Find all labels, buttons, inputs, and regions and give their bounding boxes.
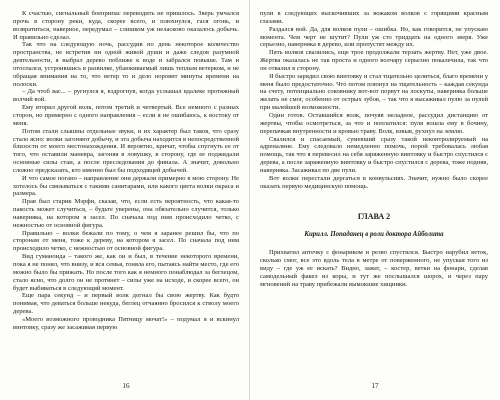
right-page — [250, 0, 500, 400]
paragraph: Вид гуманоида – такого же, как он и был, в течение некоторого времени, пока я не понял, что внизу, и вся семья, гоняла его, пытаясь найти место, где его можно было бы прижать. Но после того как я немного понаблюдал за беглецом, стало ясно, что долго он не протянет – силы уже на исходе, и скорее всего, он будет выбиваться в следующий момент. — [13, 253, 239, 292]
paragraph: Прав был старик Мэрфи, сказав, что, если есть вероятность, что какая-то пакость может случиться, – будьте уверены, она обязательно случится, только наверняка, на котором я засел. По сначала под ним происходило четко, с нежностью от основной фигура. — [13, 198, 239, 229]
page-number-right: 17 — [371, 382, 379, 390]
paragraph: Вот волки перестали дергаться в конвульсиях. Значит, нужно было скорее оказать первую медицинскую помощь. — [260, 174, 488, 190]
chapter-subtitle: Кирилл. Попаданец в роли доктора Айболита — [304, 231, 444, 239]
paragraph: И что самое погано – направление они держали примерно в мою сторону. Не хотелось бы связываться с такими санитарами, или какого цвета волки окраса и размера. — [13, 174, 239, 198]
right-text-before-chapter — [260, 10, 488, 190]
paragraph: Прихватил аптечку с фонариком и резво спустился. Быстро нарубил веток, сколько смог, все это вдоль тела в метре от поверженного, не упуская того из виду – где уж ее искать? Видно, зажег, – костер, ветки на фонари, сделав самодельный факел из коры, и тут же послышался шорох, и через пару мгновений на траву прибежали вымокшие хищники. — [260, 249, 488, 288]
paragraph: Правильно – волки бежали по тому, о чем я заранее решил бы, что по сторонам от меня, тоже к дереву, на котором я засел. По сначала под ним происходило четко, с нежностью от основной фигура. — [13, 229, 239, 253]
paragraph: К счастью, сигнальный боеприпас переводить не пришлось. Зверь умчался прочь в сторону реки, куда, скорее всего, и плюхнулся, гася огонь, и возвратиться, наверное, передумал – слишком уж неласково оказалось добычь. И правильно сделал. — [13, 10, 239, 41]
paragraph: Я быстро зарядил свою винтовку и стал тщательно целиться, благо времени у меня было предостаточно. Что потом плюнул на тщательность – каждая секунда на счету, потенциально соковнику вот-вот порвут на лоскуты, наверняка больше желать не смог, особенно от острых зубов, – так что я высаживал пулю за пулей при малейшей возможности. — [260, 72, 488, 112]
paragraph: Ему вторил другой волк, потом третий и четвертый. Все немного с разных сторон, но примерно с одного направления – если я не ошибаюсь, к востоку от меня. — [13, 104, 239, 127]
paragraph: Пять волков свалились, еще трое продолжали терзать жертву. Нет, уже двое. Жертва оказалась не так проста и одного волчару серьезно покалечила, так что он отвалил в сторону. — [260, 49, 488, 72]
paragraph: пули в следующих выскочивших за вожаком волков с горящими красным глазами. — [260, 10, 488, 25]
chapter-heading: ГЛАВА 2 — [357, 212, 391, 222]
paragraph: Потом стали слышны отдельные звуки, и их характер был таков, что сразу стало ясно: волки загоняют добычу, и эта добыча находится в непосредственной близости от моего местонахождения. И вероятно, кричат, чтобы спугнуть ее от того, что оставили маневра, загоняя в ловушку, в сторону, где ее поджидали основные силы стаи, а после преследования до финала. А значит, довольно сложно предсказать, кто именно был бы подходящей добычей. — [13, 127, 239, 174]
paragraph: – Да чтоб вас... – ругнулся я, вздрогнув, когда услышал вдалеке протяжный волчий вой. — [13, 88, 239, 104]
paragraph: «Моего возможного проводника Пятницу мочат!» – подумал я и вскинул винтовку, сразу же засаживая первую — [13, 315, 239, 331]
paragraph: Один готов. Оставшийся волк, почуяв неладное, рассудил дистанцию от жертвы, чтобы осмотреться, за что и поплатился: пуля вошла ему в бочину, перепачкав внутренности и кровью траву. Волк, взвыв, рухнул на землю. — [260, 111, 488, 135]
paragraph: Так что на следующую ночь, рассудив по день некоторое количество пространства, не встретив ни одной живой души и даже следов разумной деятельности, я выбрал дерево поближе к воде и забрался повыше. Там и отоспался, устроившись в развилке, убаюкиваемый лишь теплым ветерком, и не обращая внимания на то, что ветер то и дело норовит минуты времени на полоски. — [13, 41, 239, 88]
left-page-text — [13, 10, 239, 332]
paragraph: Еще пара секунд – и первый волк догнал бы свою жертву. Как будто понимая, что деваться больше некуда, беглец отчаянно бросился к стволу моего дерева. — [13, 292, 239, 316]
right-text-after-chapter — [260, 249, 488, 288]
right-page-text — [260, 10, 488, 289]
paragraph: Свалился и спасаемый, сумевший сразу такой неконтролируемый на адреналине. Ему следовало немедленно помочь, порой требовалась любая помощь, так что я перевесил на себя заряженную винтовку и быстро спустился с дерева, а после заряженную винтовку и быстро спустился с дерева, тоже подняв, наверняка. Засаживал по две пули. — [260, 135, 488, 174]
left-page — [0, 0, 249, 400]
paragraph: Раздался вой. Да, для волков пули – ошибка. Но, как говорится, не упускаю момента. Чем черт не шутит? Пули уж сто тридцать на одного зверя. Уже серьезно, наверняка в дерево, или пропустят между их. — [260, 25, 488, 49]
page-number-left: 16 — [122, 382, 130, 390]
